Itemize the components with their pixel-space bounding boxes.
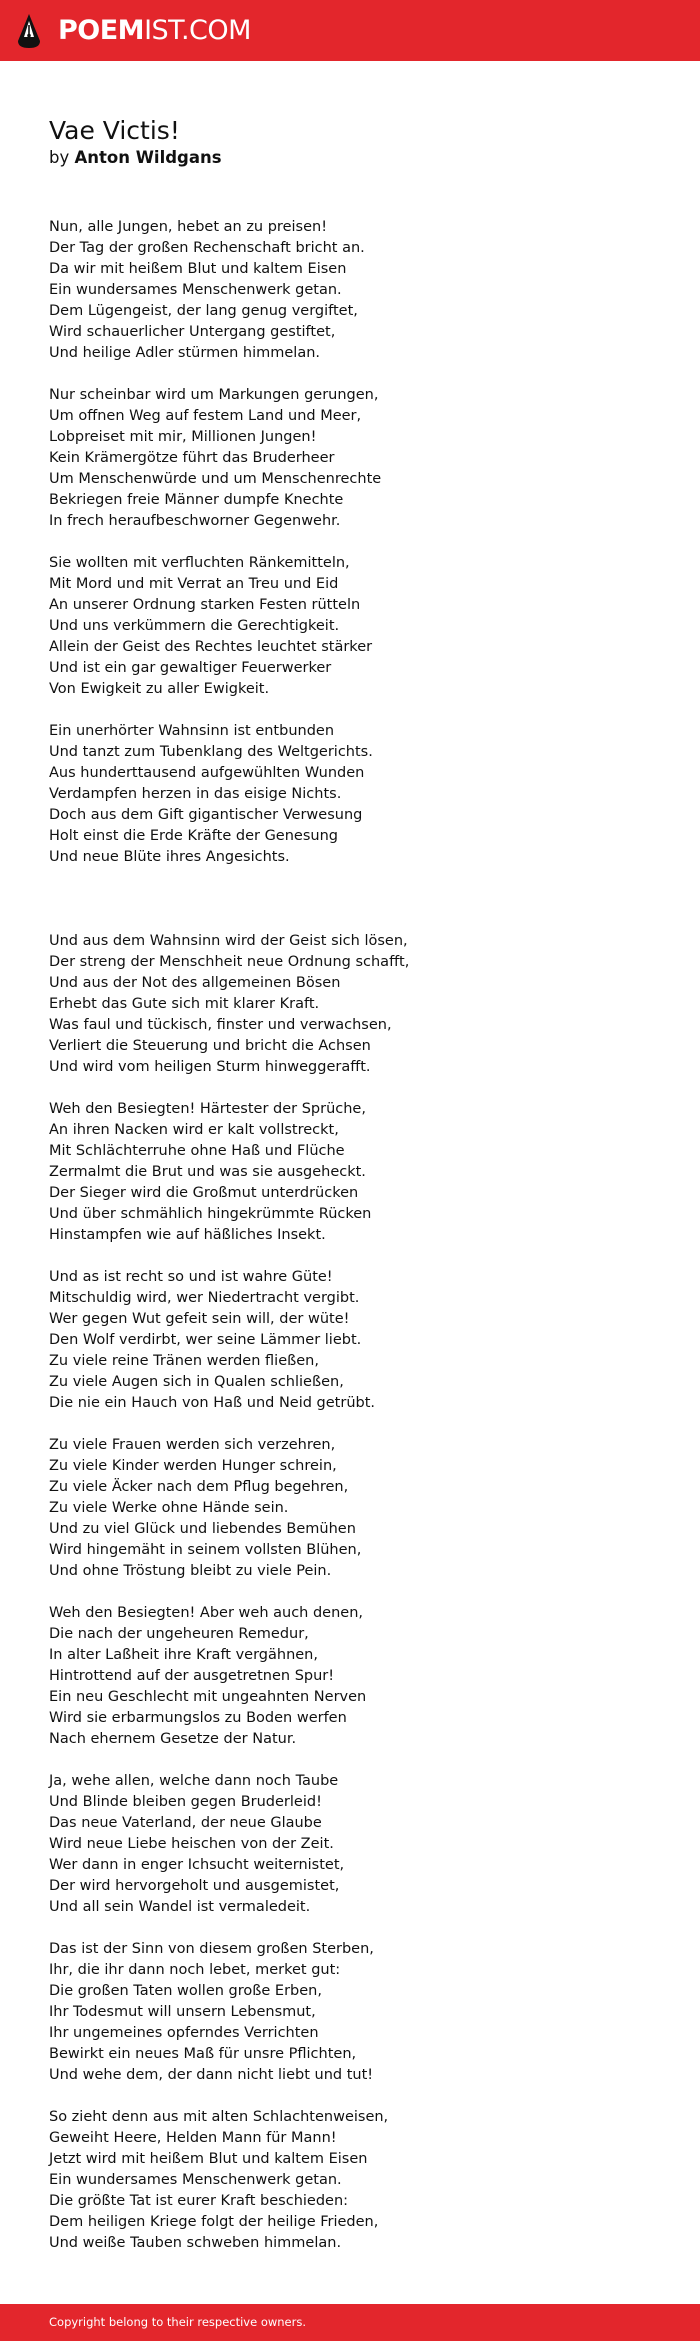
poem-line: Ihr Todesmut will unsern Lebensmut, (49, 2004, 316, 2020)
stanza-gap (49, 910, 669, 931)
poem-line: Jetzt wird mit heißem Blut und kaltem Eisen (49, 2151, 368, 2167)
poem-line: Lobpreiset mit mir, Millionen Jungen! (49, 429, 317, 445)
poem-line: Und weiße Tauben schweben himmelan. (49, 2235, 342, 2251)
poem-line: Und neue Blüte ihres Angesichts. (49, 849, 290, 865)
logo-bold-part: POEM (58, 15, 145, 46)
poem-line: Doch aus dem Gift gigantischer Verwesung (49, 807, 363, 823)
poem-line: Die nach der ungeheuren Remedur, (49, 1626, 309, 1642)
poem-line: Allein der Geist des Rechtes leuchtet stärker (49, 639, 373, 655)
stanza-12 (49, 2107, 669, 2254)
poem-line: Zu viele Augen sich in Qualen schließen, (49, 1374, 344, 1390)
copyright-text: Copyright belong to their respective owners. (49, 2315, 307, 2329)
stanza-gap (49, 1414, 669, 1435)
poem-line: Und Blinde bleiben gegen Bruderleid! (49, 1794, 322, 1810)
poem-line: Hintrottend auf der ausgetretnen Spur! (49, 1668, 335, 1684)
byline (49, 147, 222, 169)
stanza-gap (49, 532, 669, 553)
poem-line: Die größte Tat ist eurer Kraft beschieden: (49, 2193, 349, 2209)
poem-line: Der wird hervorgeholt und ausgemistet, (49, 1878, 340, 1894)
poem-line: Wird neue Liebe heischen von der Zeit. (49, 1836, 334, 1852)
stanza-2 (49, 385, 669, 532)
poem-line: An unserer Ordnung starken Festen rütteln (49, 597, 361, 613)
poem-line: Verdampfen herzen in das eisige Nichts. (49, 786, 342, 802)
stanza-8 (49, 1435, 669, 1582)
poem-line: Der streng der Menschheit neue Ordnung schafft, (49, 954, 410, 970)
stanza-5 (49, 931, 669, 1078)
poem-line: Nun, alle Jungen, hebet an zu preisen! (49, 219, 328, 235)
poem-line: So zieht denn aus mit alten Schlachtenweisen, (49, 2109, 389, 2125)
poem-line: Die großen Taten wollen große Erben, (49, 1983, 322, 1999)
poem-line: Und aus der Not des allgemeinen Bösen (49, 975, 341, 991)
poem-line: Ein wundersames Menschenwerk getan. (49, 2172, 342, 2188)
poem-line: Bewirkt ein neues Maß für unsre Pflichten, (49, 2046, 357, 2062)
poem-line: Den Wolf verdirbt, wer seine Lämmer liebt. (49, 1332, 362, 1348)
stanza-6 (49, 1099, 669, 1246)
poem-line: Von Ewigkeit zu aller Ewigkeit. (49, 681, 270, 697)
poem-line: Um Menschenwürde und um Menschenrechte (49, 471, 382, 487)
stanza-gap (49, 1582, 669, 1603)
poem-body (49, 217, 669, 2254)
poem-line: Ihr, die ihr dann noch lebet, merket gut: (49, 1962, 341, 1978)
stanza-gap (49, 1918, 669, 1939)
poem-line: Und wehe dem, der dann nicht liebt und tut! (49, 2067, 374, 2083)
poem-line: Und wird vom heiligen Sturm hinweggerafft. (49, 1059, 371, 1075)
poem-line: Der Sieger wird die Großmut unterdrücken (49, 1185, 359, 1201)
poem-line: Hinstampfen wie auf häßliches Insekt. (49, 1227, 326, 1243)
poem-line: Zermalmt die Brut und was sie ausgeheckt. (49, 1164, 366, 1180)
poem-line: Geweiht Heere, Helden Mann für Mann! (49, 2130, 337, 2146)
stanza-gap (49, 1750, 669, 1771)
poem-line: An ihren Nacken wird er kalt vollstreckt, (49, 1122, 339, 1138)
poem-line: Wird hingemäht in seinem vollsten Blühen, (49, 1542, 362, 1558)
byline-prefix: by (49, 148, 70, 167)
stanza-11 (49, 1939, 669, 2086)
poem-line: Nur scheinbar wird um Markungen gerungen, (49, 387, 379, 403)
poem-line: Kein Krämergötze führt das Bruderheer (49, 450, 335, 466)
poem-line: Die nie ein Hauch von Haß und Neid getrübt. (49, 1395, 376, 1411)
poem-line: Wer dann in enger Ichsucht weiternistet, (49, 1857, 345, 1873)
stanza-gap (49, 868, 669, 910)
poem-line: Holt einst die Erde Kräfte der Genesung (49, 828, 338, 844)
stanza-3 (49, 553, 669, 700)
poem-line: Sie wollten mit verfluchten Ränkemitteln, (49, 555, 350, 571)
poem-line: Erhebt das Gute sich mit klarer Kraft. (49, 996, 320, 1012)
poem-line: Mit Schlächterruhe ohne Haß und Flüche (49, 1143, 345, 1159)
poem-line: Ein wundersames Menschenwerk getan. (49, 282, 342, 298)
poem-line: Und tanzt zum Tubenklang des Weltgerichts. (49, 744, 373, 760)
poem-line: Ein unerhörter Wahnsinn ist entbunden (49, 723, 335, 739)
poem-line: Weh den Besiegten! Aber weh auch denen, (49, 1605, 364, 1621)
poem-line: Verliert die Steuerung und bricht die Achsen (49, 1038, 371, 1054)
poem-line: Das neue Vaterland, der neue Glaube (49, 1815, 322, 1831)
poem-line: Nach ehernem Gesetze der Natur. (49, 1731, 297, 1747)
site-logo-link[interactable] (16, 13, 251, 49)
poem-line: Da wir mit heißem Blut und kaltem Eisen (49, 261, 347, 277)
pen-nib-icon (16, 13, 42, 49)
site-logo-text (58, 13, 251, 49)
poem-line: Und ohne Tröstung bleibt zu viele Pein. (49, 1563, 332, 1579)
poem-line: Dem heiligen Kriege folgt der heilige Frieden, (49, 2214, 379, 2230)
stanza-1 (49, 217, 669, 364)
stanza-4 (49, 721, 669, 868)
author-link[interactable]: Anton Wildgans (74, 148, 222, 167)
stanza-7 (49, 1267, 669, 1414)
poem-line: Und zu viel Glück und liebendes Bemühen (49, 1521, 356, 1537)
stanza-gap (49, 364, 669, 385)
poem-line: Der Tag der großen Rechenschaft bricht an. (49, 240, 365, 256)
poem-line: Wer gegen Wut gefeit sein will, der wüte! (49, 1311, 350, 1327)
poem-line: Bekriegen freie Männer dumpfe Knechte (49, 492, 344, 508)
poem-line: Weh den Besiegten! Härtester der Sprüche, (49, 1101, 366, 1117)
poem-line: In frech heraufbeschworner Gegenwehr. (49, 513, 341, 529)
top-bar (0, 0, 700, 61)
poem-line: Und ist ein gar gewaltiger Feuerwerker (49, 660, 332, 676)
poem-line: Was faul und tückisch, finster und verwachsen, (49, 1017, 392, 1033)
poem-line: Und as ist recht so und ist wahre Güte! (49, 1269, 333, 1285)
poem-line: Und uns verkümmern die Gerechtigkeit. (49, 618, 340, 634)
poem-line: Mit Mord und mit Verrat an Treu und Eid (49, 576, 339, 592)
stanza-gap (49, 1078, 669, 1099)
poem-line: Und all sein Wandel ist vermaledeit. (49, 1899, 311, 1915)
stanza-gap (49, 700, 669, 721)
stanza-10 (49, 1771, 669, 1918)
stanza-gap (49, 2086, 669, 2107)
poem-line: Und aus dem Wahnsinn wird der Geist sich lösen, (49, 933, 408, 949)
poem-line: Ihr ungemeines opferndes Verrichten (49, 2025, 319, 2041)
poem-line: Ein neu Geschlecht mit ungeahnten Nerven (49, 1689, 367, 1705)
poem-line: Um offnen Weg auf festem Land und Meer, (49, 408, 362, 424)
poem-line: Dem Lügengeist, der lang genug vergiftet, (49, 303, 358, 319)
site-footer (0, 2304, 700, 2341)
logo-light-part: IST.COM (144, 15, 251, 46)
poem-title: Vae Victis! (49, 116, 180, 145)
poem-line: Und über schmählich hingekrümmte Rücken (49, 1206, 372, 1222)
poem-line: In alter Laßheit ihre Kraft vergähnen, (49, 1647, 318, 1663)
poem-line: Aus hunderttausend aufgewühlten Wunden (49, 765, 365, 781)
stanza-9 (49, 1603, 669, 1750)
stanza-gap (49, 1246, 669, 1267)
poem-line: Wird sie erbarmungslos zu Boden werfen (49, 1710, 347, 1726)
poem-line: Und heilige Adler stürmen himmelan. (49, 345, 321, 361)
poem-line: Mitschuldig wird, wer Niedertracht vergibt. (49, 1290, 360, 1306)
poem-line: Zu viele reine Tränen werden fließen, (49, 1353, 319, 1369)
poem-line: Ja, wehe allen, welche dann noch Taube (49, 1773, 339, 1789)
poem-line: Zu viele Kinder werden Hunger schrein, (49, 1458, 337, 1474)
poem-line: Zu viele Äcker nach dem Pflug begehren, (49, 1479, 349, 1495)
poem-line: Zu viele Werke ohne Hände sein. (49, 1500, 289, 1516)
poem-line: Zu viele Frauen werden sich verzehren, (49, 1437, 336, 1453)
poem-line: Das ist der Sinn von diesem großen Sterben, (49, 1941, 374, 1957)
poem-line: Wird schauerlicher Untergang gestiftet, (49, 324, 336, 340)
